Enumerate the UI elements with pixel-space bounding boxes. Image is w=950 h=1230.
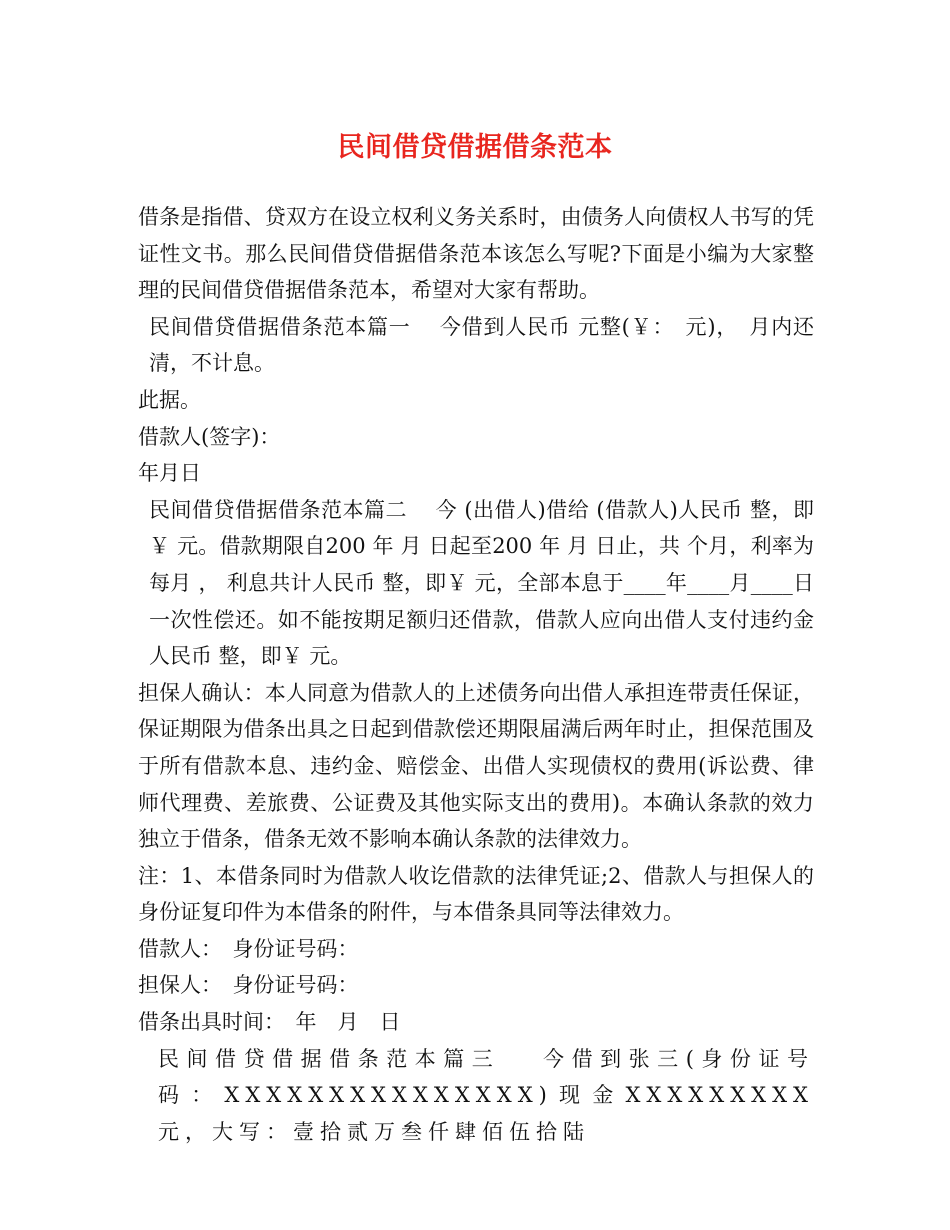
note-paragraph: 注：1、本借条同时为借款人收讫借款的法律凭证;2、借款人与担保人的身份证复印件为本借条的附件，与本借条具同等法律效力。	[138, 863, 814, 925]
intro-paragraph: 借条是指借、贷双方在设立权利义务关系时，由债务人向债权人书写的凭证性文书。那么民间借贷借据借条范本该怎么写呢?下面是小编为大家整理的民间借贷借据借条范本，希望对大家有帮助。	[138, 205, 814, 303]
date-line: 年月日	[138, 461, 201, 486]
borrower-id-line: 借款人： 身份证号码：	[138, 936, 359, 961]
borrower-signature-line: 借款人(签字)：	[138, 424, 281, 449]
issue-date-line: 借条出具时间： 年 月 日	[138, 1010, 401, 1035]
guarantor-id-line: 担保人： 身份证号码：	[138, 973, 359, 998]
template-three-paragraph: 民间借贷借据借条范本篇三 今借到张三(身份证号码：XXXXXXXXXXXXXXX)现金XXXXXXXXX元，大写：壹拾贰万叁仟肆佰伍拾陆	[158, 1046, 814, 1144]
document-body	[138, 199, 814, 1150]
template-two-paragraph: 民间借贷借据借条范本篇二 今 (出借人)借给 (借款人)人民币 整，即￥ 元。借款期限自200 年 月 日起至200 年 月 日止，共 个月，利率为每月 ， 利息共计人民币 整，即￥ 元，全部本息于____年____月____日一次性偿还。如不能按期足额归还借款，借款人应向出借人支付违约金人民币 整，即￥ 元。	[149, 497, 814, 669]
guarantor-confirmation-paragraph: 担保人确认：本人同意为借款人的上述债务向出借人承担连带责任保证，保证期限为借条出具之日起到借款偿还期限届满后两年时止，担保范围及于所有借款本息、违约金、赔偿金、出借人实现债权的费用(诉讼费、律师代理费、差旅费、公证费及其他实际支出的费用)。本确认条款的效力独立于借条，借条无效不影响本确认条款的法律效力。	[138, 680, 814, 852]
closing-note: 此据。	[138, 387, 201, 412]
template-one-paragraph: 民间借贷借据借条范本篇一 今借到人民币 元整(￥： 元)， 月内还清，不计息。	[149, 314, 814, 376]
document-title: 民间借贷借据借条范本	[337, 132, 613, 163]
